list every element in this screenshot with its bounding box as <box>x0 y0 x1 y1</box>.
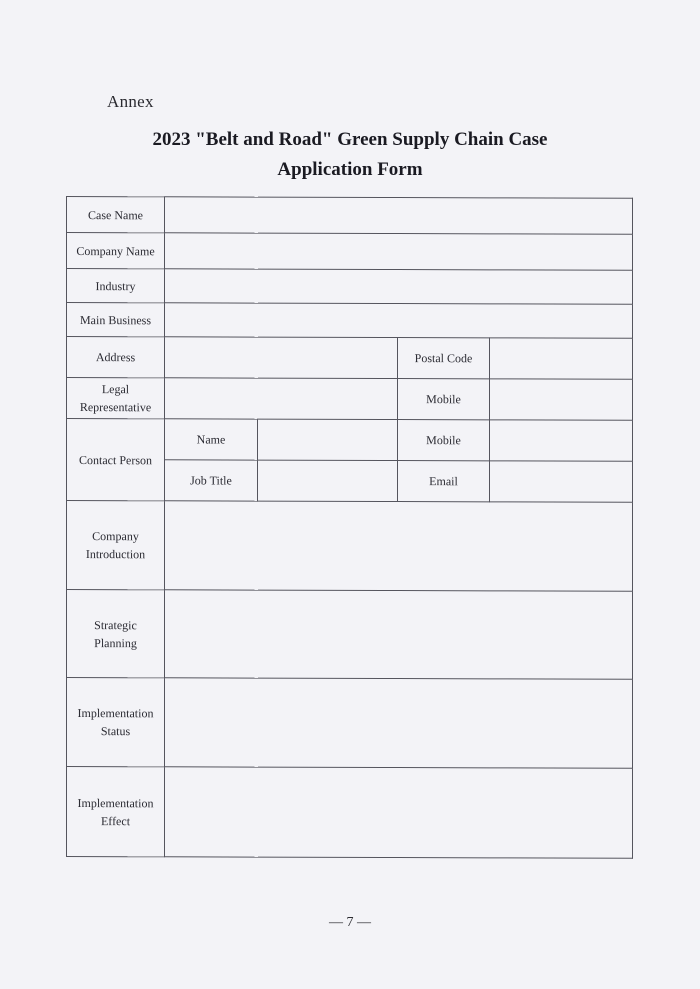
field-email[interactable] <box>490 461 633 502</box>
field-job-title[interactable] <box>258 460 398 501</box>
label-contact-name: Name <box>165 419 258 460</box>
field-legal-mobile[interactable] <box>490 379 633 420</box>
label-contact-mobile: Mobile <box>398 420 490 461</box>
field-main-business[interactable] <box>165 303 633 338</box>
application-form-table <box>66 196 633 859</box>
label-job-title: Job Title <box>165 460 258 501</box>
label-strategic-line1: Strategic <box>94 617 137 632</box>
label-main-business: Main Business <box>67 303 165 337</box>
label-legal-representative <box>67 378 165 419</box>
label-legal-line1: Legal <box>101 382 130 397</box>
field-implementation-status[interactable] <box>165 678 633 768</box>
row-legal-representative <box>67 378 633 421</box>
label-company-introduction <box>67 501 165 590</box>
field-implementation-effect[interactable] <box>165 767 633 858</box>
row-main-business <box>67 303 633 339</box>
annex-label: Annex <box>107 92 154 111</box>
row-address <box>67 337 633 380</box>
label-intro-line2: Introduction <box>85 547 146 562</box>
label-effect-line1: Implementation <box>77 795 154 810</box>
field-case-name[interactable] <box>165 197 633 234</box>
label-industry: Industry <box>67 269 165 303</box>
row-company-introduction <box>67 501 633 592</box>
form-title: 2023 "Belt and Road" Green Supply Chain Case <box>152 129 548 150</box>
form-subtitle: Application Form <box>277 159 423 180</box>
row-contact-name <box>67 419 633 462</box>
field-strategic-planning[interactable] <box>165 590 633 679</box>
row-implementation-status <box>67 678 633 769</box>
label-legal-mobile: Mobile <box>398 379 490 420</box>
field-postal-code[interactable] <box>490 338 633 379</box>
label-implementation-effect <box>67 767 165 857</box>
row-implementation-effect <box>67 767 633 859</box>
row-industry <box>67 269 633 305</box>
label-strategic-planning <box>67 590 165 678</box>
label-status-line2: Status <box>100 724 131 739</box>
label-company-name: Company Name <box>67 233 165 269</box>
row-strategic-planning <box>67 590 633 680</box>
label-status-line1: Implementation <box>77 706 154 721</box>
row-case-name <box>67 197 633 235</box>
field-industry[interactable] <box>165 269 633 304</box>
field-legal-representative[interactable] <box>165 378 398 420</box>
label-email: Email <box>398 461 490 502</box>
label-effect-line2: Effect <box>100 813 131 828</box>
label-address: Address <box>67 337 165 378</box>
label-case-name: Case Name <box>67 197 165 233</box>
field-company-introduction[interactable] <box>165 501 633 591</box>
label-postal-code: Postal Code <box>398 338 490 379</box>
field-company-name[interactable] <box>165 233 633 270</box>
label-legal-line2: Representative <box>79 400 152 415</box>
label-strategic-line2: Planning <box>94 635 137 650</box>
label-intro-line1: Company <box>92 529 139 544</box>
field-address[interactable] <box>165 337 398 379</box>
label-contact-person: Contact Person <box>67 419 165 501</box>
field-contact-mobile[interactable] <box>490 420 633 461</box>
label-implementation-status <box>67 678 165 767</box>
field-contact-name[interactable] <box>258 419 398 460</box>
row-company-name <box>67 233 633 271</box>
page-number: — 7 — <box>329 915 371 930</box>
